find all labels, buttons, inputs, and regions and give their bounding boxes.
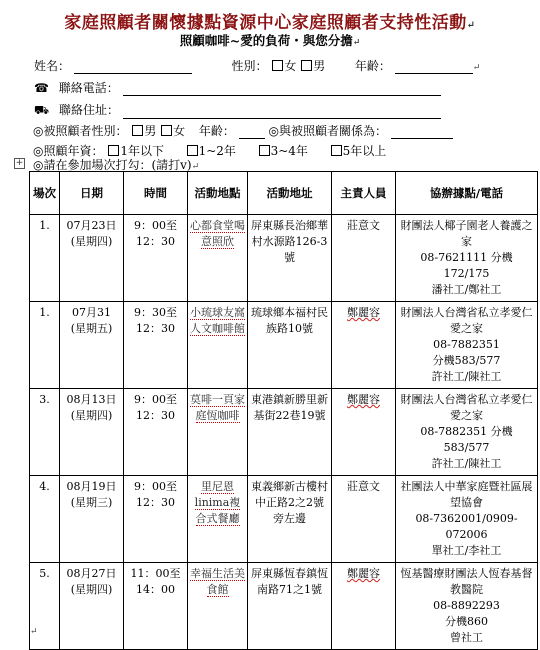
header-time: 時間 xyxy=(124,172,188,215)
care-years-row: ◎照顧年資： 1年以下 1~2年 3~4年 5年以上 xyxy=(33,144,387,158)
table-row[interactable] xyxy=(30,476,538,563)
venue-cell: 莫啡一頁家庭恆咖啡 xyxy=(188,389,248,476)
gender-label: 性別： xyxy=(231,59,268,73)
session-no: 3. xyxy=(30,389,60,476)
paragraph-mark-icon: ↵ xyxy=(30,627,38,637)
relation-field[interactable] xyxy=(391,126,453,139)
table-row[interactable] xyxy=(30,302,538,389)
schedule-table xyxy=(29,171,538,650)
address-cell: 東港鎮新勝里新基街22巷19號 xyxy=(248,389,332,476)
partner-cell: 財團法人椰子園老人養護之家 08-7621111 分機172/175 潘社工/鄭社工 xyxy=(396,215,538,302)
phone-label: 聯絡電話： xyxy=(58,81,119,95)
person-cell: 鄭麗容 xyxy=(332,563,396,650)
header-session: 場次 xyxy=(30,172,60,215)
date-cell: 07月23日 (星期四) xyxy=(60,215,124,302)
gender-checkbox-female[interactable] xyxy=(272,60,283,71)
person-cell: 鄭麗容 xyxy=(332,389,396,476)
session-no: 5. xyxy=(30,563,60,650)
venue-cell: 里尼恩linima複合式餐廳 xyxy=(188,476,248,563)
address-label: 聯絡住址： xyxy=(58,103,119,117)
table-row[interactable] xyxy=(30,389,538,476)
time-cell: 9：30至 12：30 xyxy=(124,302,188,389)
table-move-handle-icon[interactable]: + xyxy=(15,158,24,168)
table-header-row xyxy=(30,172,538,215)
name-label: 姓名： xyxy=(34,59,71,73)
time-cell: 11：00至 14：00 xyxy=(124,563,188,650)
header-address: 活動地址 xyxy=(248,172,332,215)
partner-cell: 財團法人台灣省私立孝愛仁愛之家 08-7882351 分機583/577 許社工/陳社工 xyxy=(396,389,538,476)
session-no: 4. xyxy=(30,476,60,563)
date-cell: 08月13日 (星期四) xyxy=(60,389,124,476)
relation-label: ◎與被照顧者關係為： xyxy=(268,124,387,138)
phone-field[interactable] xyxy=(123,83,441,96)
date-cell: 08月19日 (星期三) xyxy=(60,476,124,563)
venue-cell: 心都食堂喝意照欣 xyxy=(188,215,248,302)
session-no: 1. xyxy=(30,302,60,389)
person-cell: 莊意文 xyxy=(332,476,396,563)
gender-checkbox-male[interactable] xyxy=(301,60,312,71)
address-field[interactable] xyxy=(123,106,441,119)
date-cell: 08月27日 (星期四) xyxy=(60,563,124,650)
header-partner: 協辦據點/電話 xyxy=(396,172,538,215)
years-checkbox-3[interactable] xyxy=(259,145,270,156)
care-age-field[interactable] xyxy=(239,126,265,139)
phone-row xyxy=(34,79,441,96)
years-checkbox-1[interactable] xyxy=(108,145,119,156)
header-venue: 活動地點 xyxy=(188,172,248,215)
time-cell: 9：00至 12：30 xyxy=(124,389,188,476)
table-row[interactable] xyxy=(30,215,538,302)
address-cell: 屏東縣長治鄉華村水源路126-3號 xyxy=(248,215,332,302)
name-field[interactable] xyxy=(74,61,192,74)
time-cell: 9：00至 12：30 xyxy=(124,476,188,563)
partner-cell: 財團法人台灣省私立孝愛仁愛之家 08-7882351 分機583/577 許社工/陳社工 xyxy=(396,302,538,389)
care-gender-label: ◎被照顧者性別： xyxy=(33,124,128,138)
person-cell: 莊意文 xyxy=(332,215,396,302)
partner-cell: 社團法人中華家庭暨社區展望協會 08-7362001/0909-072006 單社工/李社工 xyxy=(396,476,538,563)
care-years-label: ◎照顧年資： xyxy=(33,144,104,158)
care-gender-checkbox-male[interactable] xyxy=(132,125,143,136)
address-cell: 屏東縣恆春鎮恆南路71之1號 xyxy=(248,563,332,650)
document-subtitle: 照顧咖啡~愛的負荷・與您分擔↵ xyxy=(179,33,361,48)
car-icon: ⛟ xyxy=(34,103,50,117)
session-choice-label: ◎請在參加場次打勾：(請打v) xyxy=(33,158,192,172)
care-recipient-row: ◎被照顧者性別： 男 女 年齡： ◎與被照顧者關係為： xyxy=(33,122,453,139)
table-row[interactable] xyxy=(30,563,538,650)
address-cell: 東義鄉新古樓村中正路2之2號旁左邊 xyxy=(248,476,332,563)
address-row xyxy=(34,101,441,119)
years-checkbox-4[interactable] xyxy=(331,145,342,156)
session-no: 1. xyxy=(30,215,60,302)
phone-icon: ☎ xyxy=(34,81,49,95)
care-gender-checkbox-female[interactable] xyxy=(161,125,172,136)
session-choice-row: ◎請在參加場次打勾：(請打v)↵ xyxy=(33,158,200,172)
years-checkbox-2[interactable] xyxy=(187,145,198,156)
venue-cell: 幸福生活美食館 xyxy=(188,563,248,650)
venue-cell: 小琉球友窩人文咖啡館 xyxy=(188,302,248,389)
time-cell: 9：00至 12：30 xyxy=(124,215,188,302)
person-cell: 鄭麗容 xyxy=(332,302,396,389)
date-cell: 07月31 (星期五) xyxy=(60,302,124,389)
header-person: 主責人員 xyxy=(332,172,396,215)
address-cell: 琉球鄉本福村民族路10號 xyxy=(248,302,332,389)
care-age-label: 年齡： xyxy=(198,124,235,138)
header-date: 日期 xyxy=(60,172,124,215)
age-field[interactable] xyxy=(395,61,473,74)
document-title: 家庭照顧者關懷據點資源中心家庭照顧者支持性活動↵ xyxy=(64,13,476,33)
name-row: 姓名： 性別： 女 男 年齡： ↵ xyxy=(34,59,481,73)
partner-cell: 恆基醫療財團法人恆春基督教醫院 08-8892293 分機860 曾社工 xyxy=(396,563,538,650)
age-label: 年齡： xyxy=(354,59,391,73)
